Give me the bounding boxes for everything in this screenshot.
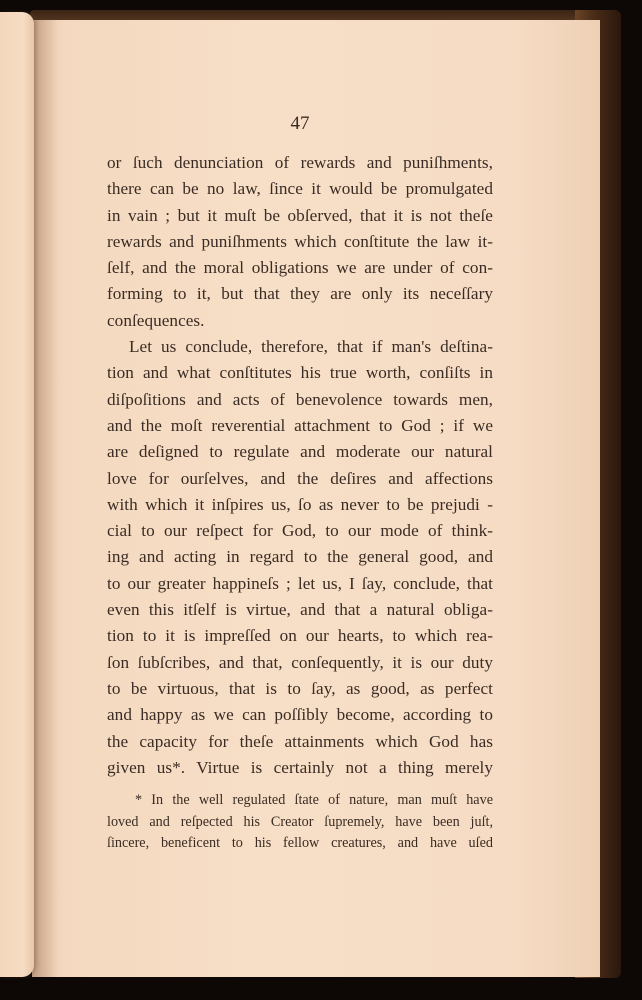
body-line: the capacity for theſe attainments which God has [107,731,493,751]
body-line: there can be no law, ſince it would be promulgated [107,179,493,199]
page-text-block [107,112,493,781]
gutter-shadow [32,20,58,977]
body-line: diſpoſitions and acts of benevolence towards men, [107,389,493,409]
page-number: 47 [290,113,310,134]
body-line: rewards and puniſhments which conſtitute the law it- [107,231,493,251]
body-line: with which it inſpires us, ſo as never to be prejudi - [107,494,493,514]
body-line: conſequences. [107,310,205,330]
body-line: tion and what conſtitutes his true worth, conſiſts in [107,363,493,383]
body-line: are deſigned to regulate and moderate our natural [107,442,493,462]
body-line: to be virtuous, that is to ſay, as good, as perfect [107,678,493,698]
body-line: tion to it is impreſſed on our hearts, to which rea- [107,626,493,646]
body-line: or ſuch denunciation of rewards and puniſhments, [107,153,493,172]
footnote-line: * In the well regulated ſtate of nature, man muſt have [135,792,493,808]
body-line: love for ourſelves, and the deſires and affections [107,468,493,488]
body-line: given us*. Virtue is certainly not a thing merely [107,757,493,777]
paragraph-start-line: Let us conclude, therefore, that if man's deſtina- [129,337,493,357]
body-line: in vain ; but it muſt be obſerved, that it is not theſe [107,205,493,225]
body-line: forming to it, but that they are only its neceſſary [107,284,493,304]
body-line: ing and acting in regard to the general good, and [107,547,493,567]
body-line: ſon ſubſcribes, and that, conſequently, it is our duty [107,652,493,672]
body-line: and the moſt reverential attachment to God ; if we [107,415,493,435]
footnote-line: loved and reſpected his Creator ſupremely, have been juſt, [107,813,493,830]
footnote [107,790,493,855]
body-line: and happy as we can poſſibly become, according to [107,705,493,725]
body-line: to our greater happineſs ; let us, I ſay, conclude, that [107,573,493,593]
body-line: ſelf, and the moral obligations we are under of con- [107,258,493,278]
footnote-line: ſincere, beneficent to his fellow creatures, and have uſed [107,835,493,851]
facing-page-edge [0,12,34,977]
body-line: even this itſelf is virtue, and that a natural obliga- [107,600,493,620]
body-line: cial to our reſpect for God, to our mode of think- [107,521,493,541]
